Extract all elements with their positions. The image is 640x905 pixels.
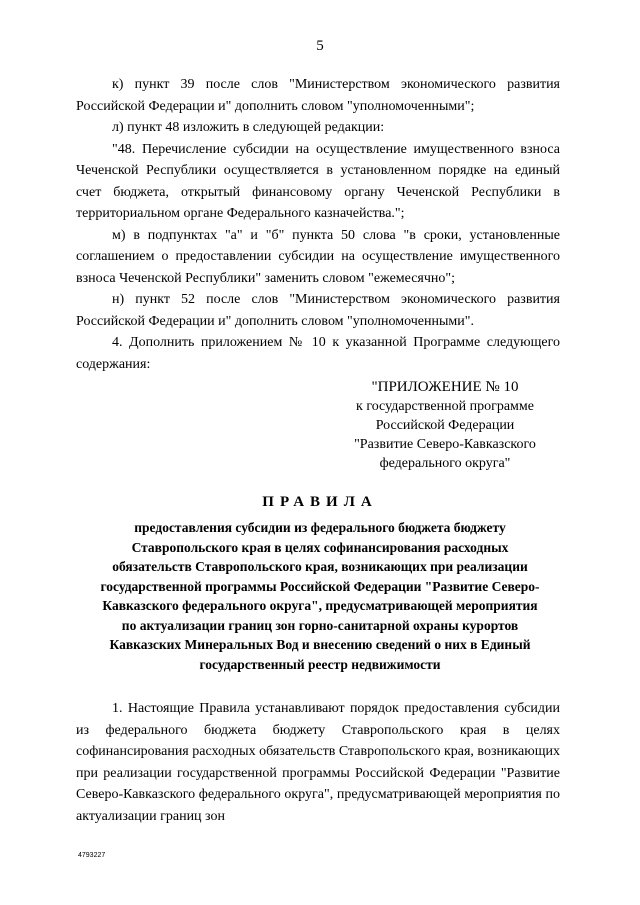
- item-4-add-appendix: 4. Дополнить приложением № 10 к указанной Программе следующего содержания:: [76, 335, 560, 372]
- appendix-line-2: к государственной программе: [356, 399, 534, 414]
- rules-title: ПРАВИЛА: [262, 494, 378, 510]
- appendix-heading: [340, 378, 550, 473]
- amendment-n: н) пункт 52 после слов "Министерством экономического развития Российской Федерации и" дополнить словом "уполномоченными".: [76, 292, 560, 329]
- appendix-line-1: "ПРИЛОЖЕНИЕ № 10: [371, 379, 519, 395]
- amendment-l: л) пункт 48 изложить в следующей редакции:: [112, 120, 385, 135]
- document-code: 4793227: [78, 852, 106, 859]
- appendix-line-4: "Развитие Северо-Кавказского: [354, 437, 536, 452]
- amendment-k: к) пункт 39 после слов "Министерством экономического развития Российской Федерации и" дополнить словом "уполномоченными";: [76, 77, 560, 114]
- appendix-line-3: Российской Федерации: [375, 418, 515, 433]
- amendment-48-text: "48. Перечисление субсидии на осуществление имущественного взноса Чеченской Республики осуществляется в установленном порядке на единый счет бюджета, открытый финансовому органу Чеченской Республики в территориальном органе Федерального казначейства.";: [76, 141, 560, 221]
- appendix-line-5: федерального округа": [379, 456, 511, 471]
- clause-1: 1. Настоящие Правила устанавливают порядок предоставления субсидии из федерального бюджета бюджету Ставропольского края в целях софинансирования расходных обязательств Ставропольского края, возникающих при реализации государственной программы Российской Федерации "Развитие Северо-Кавказского федерального округа", предусматривающей мероприятия по актуализации границ зон: [76, 701, 560, 824]
- page-number: 5: [316, 38, 324, 54]
- rules-body: [76, 698, 560, 827]
- rules-subtitle: предоставления субсидии из федерального бюджета бюджету Ставропольского края в целях софинансирования расходных обязательств Ставропольского края, возникающих при реализации государственной программы Российской Федерации "Развитие Северо-Кавказского федерального округа", предусматривающей мероприятия по актуализации границ зон горно-санитарной охраны курортов Кавказских Минеральных Вод и внесению сведений о них в Единый государственный реестр недвижимости: [100, 520, 540, 672]
- amendment-m: м) в подпунктах "а" и "б" пункта 50 слова "в сроки, установленные соглашением о предоставлении субсидии на осуществление имущественного взноса Чеченской Республики" заменить словом "ежемесячно";: [76, 227, 560, 286]
- amendments-section: [76, 74, 560, 375]
